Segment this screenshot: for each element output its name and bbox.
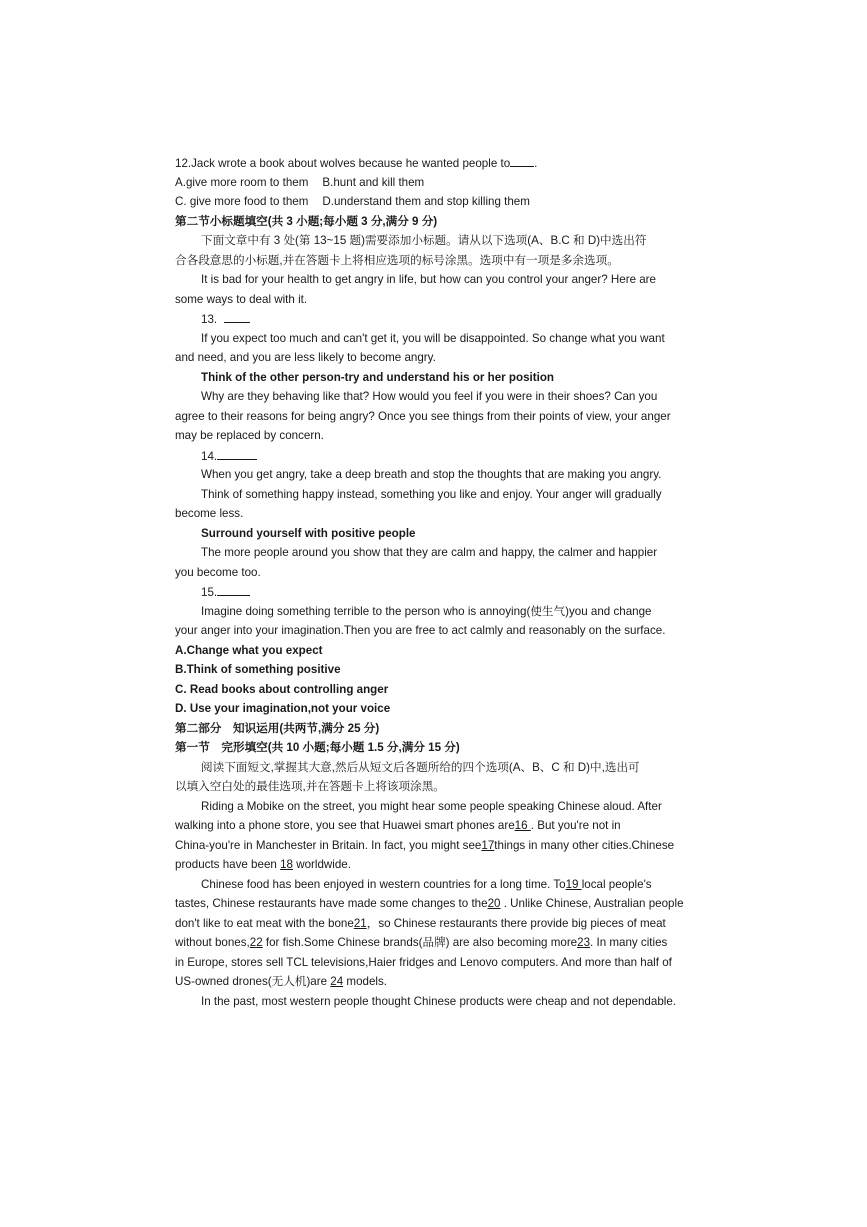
cloze-instructions-cont: 以填入空白处的最佳选项,并在答题卡上将该项涂黑。 bbox=[175, 780, 445, 793]
cloze-text: Riding a Mobike on the street, you might hear some people speaking Chinese aloud. After bbox=[201, 799, 662, 813]
passage-text: may be replaced by concern. bbox=[175, 429, 324, 442]
passage-text: Think of something happy instead, something you like and enjoy. Your anger will gradually bbox=[201, 487, 662, 501]
section2-option-d: D. Use your imagination,not your voice bbox=[175, 702, 391, 715]
q13-blank: 13. bbox=[175, 309, 705, 329]
passage-text: some ways to deal with it. bbox=[175, 292, 308, 306]
cloze-blank-17: 17 bbox=[481, 838, 495, 852]
cloze-text: Chinese food has been enjoyed in western countries for a long time. To19 local people's bbox=[201, 877, 652, 891]
subheading-positive-people: Surround yourself with positive people bbox=[201, 526, 416, 540]
cloze-text: walking into a phone store, you see that Huawei smart phones are16 . But you're not in bbox=[175, 819, 621, 832]
answer-blank bbox=[224, 309, 250, 323]
cloze-text: US-owned drones(无人机)are 24 models. bbox=[175, 975, 388, 988]
q12-option-c: C. give more food to them bbox=[175, 195, 309, 208]
passage-text: agree to their reasons for being angry? Once you see things from their points of view, your anger bbox=[175, 409, 671, 423]
q15-blank: 15. bbox=[175, 582, 705, 602]
passage-text: The more people around you show that they are calm and happy, the calmer and happier bbox=[201, 546, 658, 559]
answer-blank bbox=[217, 446, 257, 460]
passage-text: It is bad for your health to get angry in life, but how can you control your anger? Here are bbox=[201, 273, 656, 286]
passage-text: Imagine doing something terrible to the person who is annoying(使生气)you and change bbox=[201, 604, 652, 618]
section2-instructions: 下面文章中有 3 处(第 13~15 题)需要添加小标题。请从以下选项(A、B.C 和 D)中选出符 bbox=[201, 234, 647, 247]
section2-heading: 第二节小标题填空(共 3 小题;每小题 3 分,满分 9 分) bbox=[175, 214, 438, 228]
answer-blank bbox=[510, 153, 534, 167]
cloze-blank-16: 16 bbox=[514, 819, 531, 832]
q12-options-cd bbox=[175, 192, 705, 212]
cloze-blank-22: 22 bbox=[249, 936, 263, 949]
part2-heading: 第二部分 知识运用(共两节,满分 25 分) bbox=[175, 721, 380, 735]
passage-text: you become too. bbox=[175, 565, 261, 579]
cloze-section-heading: 第一节 完形填空(共 10 小题;每小题 1.5 分,满分 15 分) bbox=[175, 741, 460, 754]
passage-text: become less. bbox=[175, 507, 244, 520]
cloze-text: products have been 18 worldwide. bbox=[175, 858, 351, 871]
section2-option-a: A.Change what you expect bbox=[175, 643, 323, 657]
passage-text: Why are they behaving like that? How would you feel if you were in their shoes? Can you bbox=[201, 390, 658, 403]
q12-option-b: B.hunt and kill them bbox=[322, 175, 425, 189]
q12-option-d: D.understand them and stop killing them bbox=[322, 195, 530, 208]
cloze-blank-20: 20 bbox=[487, 897, 501, 910]
cloze-blank-21: 21 bbox=[353, 916, 367, 930]
cloze-blank-19: 19 bbox=[565, 877, 582, 891]
passage-text: If you expect too much and can't get it, you will be disappointed. So change what you want bbox=[201, 331, 665, 345]
q12-option-a: A.give more room to them bbox=[175, 175, 309, 189]
cloze-text: In the past, most western people thought Chinese products were cheap and not dependable. bbox=[201, 994, 677, 1008]
cloze-text: don't like to eat meat with the bone21，so Chinese restaurants there provide big pieces of meat bbox=[175, 916, 666, 930]
q14-blank: 14. bbox=[175, 446, 705, 466]
section2-instructions-cont: 合各段意思的小标题,并在答题卡上将相应选项的标号涂黑。选项中有一项是多余选项。 bbox=[175, 253, 619, 267]
cloze-text: China-you're in Manchester in Britain. In fact, you might see17things in many other cities.Chinese bbox=[175, 838, 675, 852]
cloze-text: in Europe, stores sell TCL televisions,Haier fridges and Lenovo computers. And more than half of bbox=[175, 955, 672, 969]
passage-text: and need, and you are less likely to become angry. bbox=[175, 351, 436, 364]
passage-text: your anger into your imagination.Then you are free to act calmly and reasonably on the surface. bbox=[175, 624, 666, 637]
q12-stem: 12.Jack wrote a book about wolves because he wanted people to . bbox=[175, 153, 705, 173]
section2-option-b: B.Think of something positive bbox=[175, 663, 341, 676]
passage-text: When you get angry, take a deep breath and stop the thoughts that are making you angry. bbox=[201, 468, 662, 481]
cloze-text: tastes, Chinese restaurants have made some changes to the20 . Unlike Chinese, Australian people bbox=[175, 897, 684, 910]
subheading-other-person: Think of the other person-try and understand his or her position bbox=[201, 370, 554, 384]
cloze-blank-24: 24 bbox=[330, 975, 344, 988]
cloze-blank-23: 23 bbox=[577, 936, 591, 949]
cloze-text: without bones,22 for fish.Some Chinese brands(品牌) are also becoming more23. In many cities bbox=[175, 936, 668, 949]
q12-options-ab bbox=[175, 173, 705, 193]
cloze-blank-18: 18 bbox=[280, 858, 293, 871]
section2-option-c: C. Read books about controlling anger bbox=[175, 682, 389, 696]
document-content bbox=[175, 153, 705, 1011]
answer-blank bbox=[217, 582, 250, 596]
cloze-instructions: 阅读下面短文,掌握其大意,然后从短文后各题所给的四个选项(A、B、C 和 D)中,选出可 bbox=[201, 760, 640, 774]
